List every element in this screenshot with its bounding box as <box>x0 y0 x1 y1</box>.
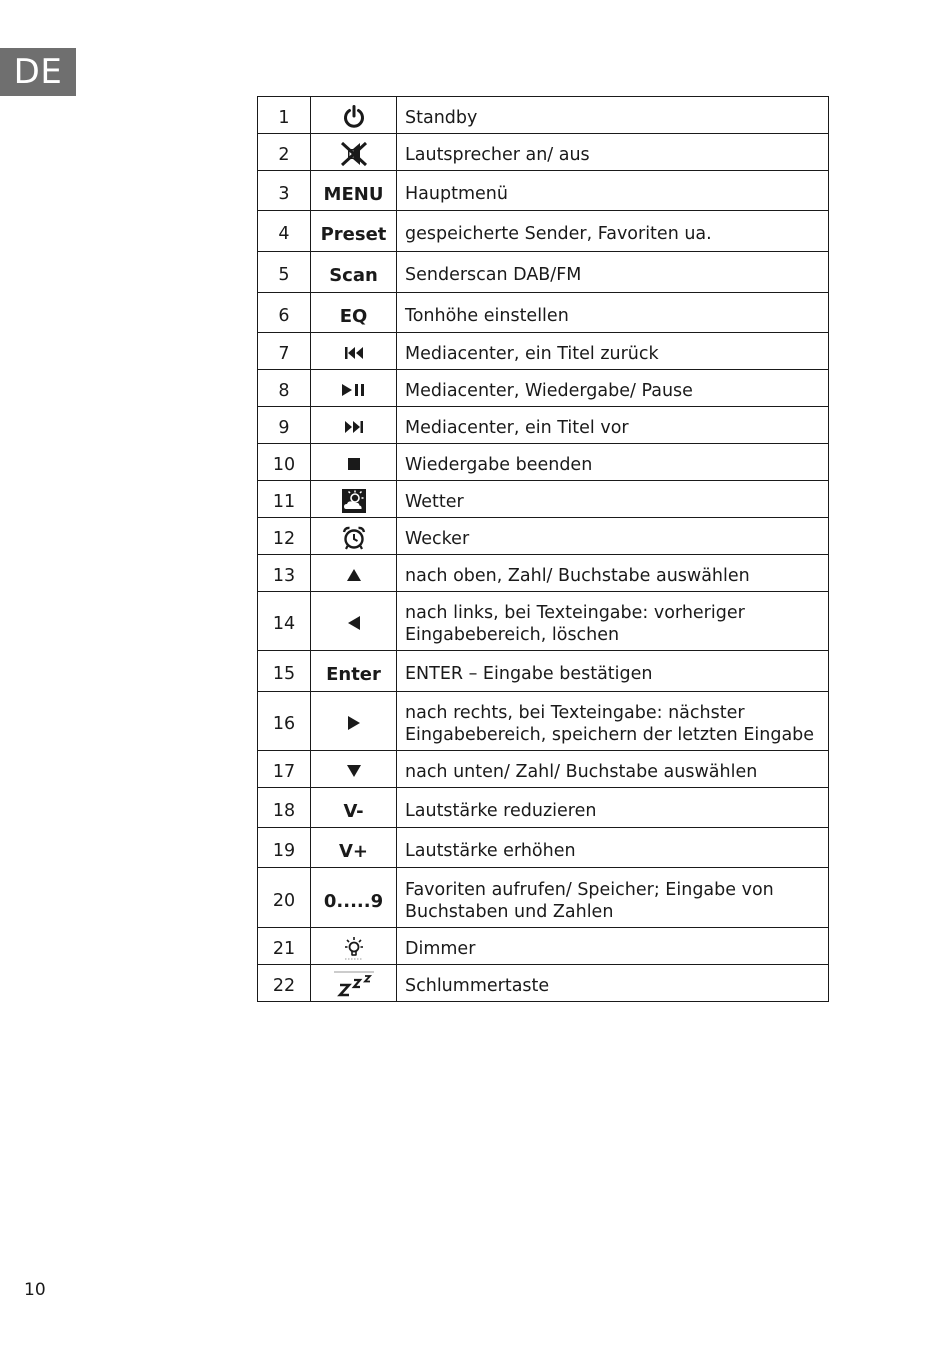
arrow-up-icon <box>346 568 362 582</box>
table-row <box>258 868 829 928</box>
row-description: Dimmer <box>405 939 476 959</box>
row-description: Hauptmenü <box>405 183 508 204</box>
row-number: 14 <box>272 614 296 634</box>
weather-icon <box>342 489 366 513</box>
menu-key-label: MENU <box>323 183 384 205</box>
table-row <box>258 333 829 370</box>
row-description: Tonhöhe einstellen <box>405 305 569 326</box>
table-row <box>258 692 829 751</box>
table-row <box>258 828 829 868</box>
row-number: 2 <box>278 145 290 165</box>
scan-key-label: Scan <box>329 265 378 286</box>
table-row <box>258 928 829 965</box>
preset-key-label: Preset <box>320 224 387 245</box>
row-description-line: Favoriten aufrufen/ Speicher; Eingabe von <box>405 879 774 900</box>
language-tab: DE <box>0 48 76 96</box>
row-description: Wecker <box>405 529 470 549</box>
alarm-clock-icon <box>342 526 366 550</box>
row-number: 22 <box>272 976 296 996</box>
table-row <box>258 252 829 293</box>
row-description: gespeicherte Sender, Favoriten ua. <box>405 224 712 244</box>
row-number: 16 <box>272 714 296 734</box>
row-description: ENTER – Eingabe bestätigen <box>405 664 653 684</box>
next-track-icon <box>344 420 364 434</box>
table-row <box>258 518 829 555</box>
table-row <box>258 211 829 252</box>
row-description: Standby <box>405 108 478 128</box>
row-number: 19 <box>272 840 296 861</box>
row-number: 12 <box>272 529 296 549</box>
page-number: 10 <box>24 1280 46 1300</box>
row-description: nach unten/ Zahl/ Buchstabe auswählen <box>405 762 758 782</box>
row-description: Schlummertaste <box>405 976 550 996</box>
enter-key-label: Enter <box>326 664 381 685</box>
row-description-line: Buchstaben und Zahlen <box>405 901 614 922</box>
table-row <box>258 407 829 444</box>
volume-down-key-label: V- <box>343 800 364 822</box>
row-description: Lautstärke reduzieren <box>405 800 597 821</box>
arrow-left-icon <box>347 615 361 631</box>
row-description-line: nach links, bei Texteingabe: vorheriger <box>405 603 745 623</box>
row-description: Lautstärke erhöhen <box>405 840 576 861</box>
row-number: 8 <box>278 381 290 401</box>
play-pause-icon <box>341 383 367 397</box>
row-number: 11 <box>272 492 296 512</box>
table-row <box>258 171 829 211</box>
row-description: Wetter <box>405 492 464 512</box>
row-number: 9 <box>278 418 290 438</box>
row-description-line: Eingabebereich, löschen <box>405 625 620 645</box>
table-row <box>258 555 829 592</box>
table-row <box>258 751 829 788</box>
arrow-down-icon <box>346 764 362 778</box>
row-description: Senderscan DAB/FM <box>405 265 582 285</box>
row-description: nach oben, Zahl/ Buchstabe auswählen <box>405 566 750 586</box>
sleep-zzz-icon <box>332 970 376 1000</box>
row-number: 1 <box>278 108 290 128</box>
table-row <box>258 651 829 692</box>
row-number: 4 <box>278 224 290 244</box>
row-number: 3 <box>278 183 290 204</box>
row-number: 20 <box>272 890 296 911</box>
table-row <box>258 965 829 1002</box>
table-row <box>258 444 829 481</box>
row-description: Mediacenter, Wiedergabe/ Pause <box>405 381 693 401</box>
row-number: 10 <box>272 455 296 475</box>
row-description: Mediacenter, ein Titel zurück <box>405 344 659 364</box>
volume-up-key-label: V+ <box>338 840 368 862</box>
arrow-right-icon <box>347 715 361 731</box>
table-row <box>258 592 829 651</box>
row-number: 18 <box>272 800 296 821</box>
speaker-mute-icon <box>339 141 369 167</box>
power-icon <box>342 104 366 130</box>
previous-track-icon <box>344 346 364 360</box>
table-row <box>258 97 829 134</box>
table-row <box>258 134 829 171</box>
row-description-line: Eingabebereich, speichern der letzten Eingabe <box>405 725 815 745</box>
stop-icon <box>347 457 361 471</box>
row-description: Mediacenter, ein Titel vor <box>405 418 629 438</box>
dimmer-bulb-icon <box>342 936 366 960</box>
row-number: 6 <box>278 305 290 326</box>
row-number: 15 <box>272 664 296 684</box>
row-number: 13 <box>272 566 296 586</box>
eq-key-label: EQ <box>339 305 368 327</box>
row-number: 21 <box>272 939 296 959</box>
table-row <box>258 293 829 333</box>
row-description: Lautsprecher an/ aus <box>405 145 590 165</box>
row-number: 5 <box>278 265 290 285</box>
row-description: Wiedergabe beenden <box>405 455 593 475</box>
row-number: 7 <box>278 344 290 364</box>
table-row <box>258 370 829 407</box>
row-description-line: nach rechts, bei Texteingabe: nächster <box>405 703 745 723</box>
number-keys-label: 0.....9 <box>323 890 384 912</box>
table-row <box>258 788 829 828</box>
remote-function-table <box>257 96 829 1002</box>
row-number: 17 <box>272 762 296 782</box>
table-row <box>258 481 829 518</box>
